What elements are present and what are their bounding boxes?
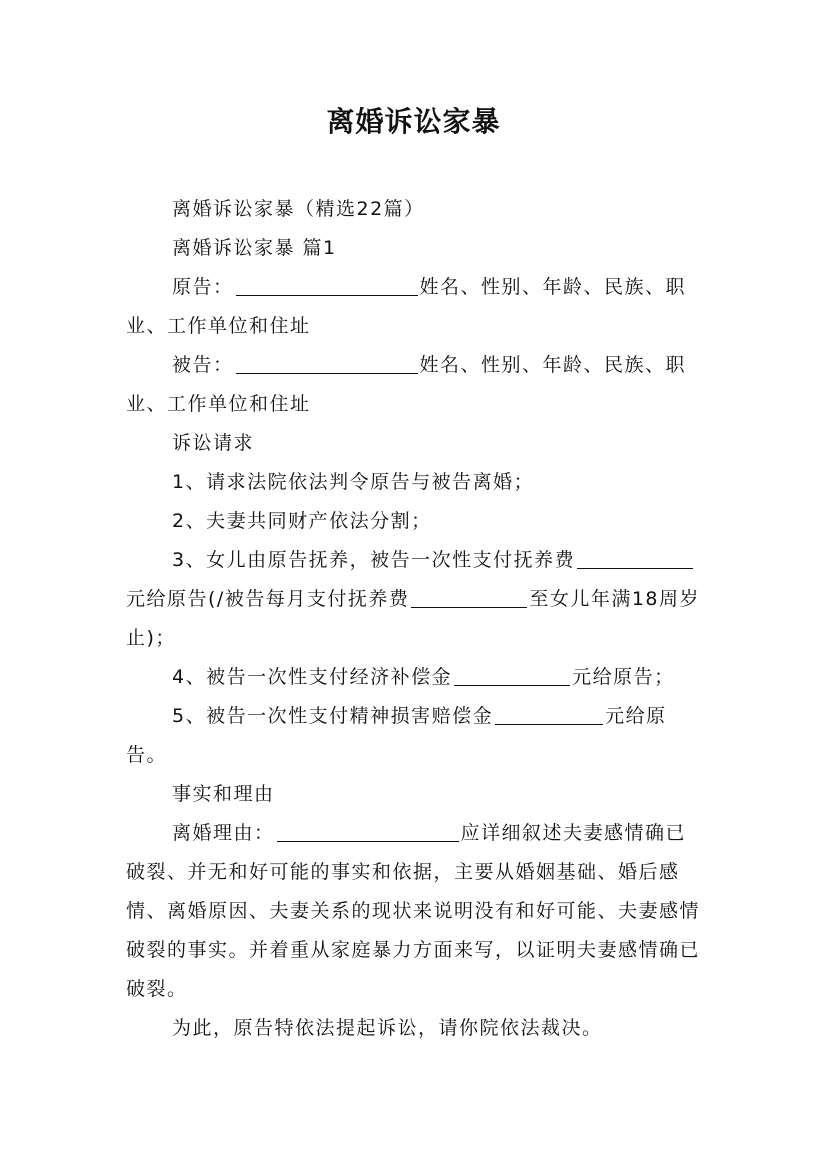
section-heading: 离婚诉讼家暴 篇1 (172, 237, 337, 259)
closing-paragraph: 为此，原告特依法提起诉讼，请你院依法裁决。 (172, 1017, 603, 1039)
claims-heading: 诉讼请求 (172, 432, 255, 454)
plaintiff-label: 原告： (172, 276, 234, 298)
claim-5-part-b: 元给原告。 (126, 705, 667, 766)
claim-4-blank (454, 663, 570, 686)
claim-3-blank-2 (411, 585, 527, 608)
claim-3-part-c: 至女儿年满18周岁止)； (126, 588, 701, 649)
defendant-line (126, 346, 704, 424)
claim-4-part-a: 4、被告一次性支付经济补偿金 (172, 666, 453, 688)
facts-blank (277, 819, 459, 842)
claim-4-part-b: 元给原告； (572, 666, 675, 688)
facts-heading: 事实和理由 (172, 783, 275, 805)
claim-3-part-a: 3、女儿由原告抚养，被告一次性支付抚养费 (172, 549, 576, 571)
defendant-blank (236, 351, 418, 374)
document-title: 离婚诉讼家暴 (326, 105, 501, 138)
claim-5-blank (495, 702, 603, 725)
plaintiff-blank (236, 273, 418, 296)
document-body (126, 190, 704, 1048)
claim-1: 1、请求法院依法判令原告与被告离婚； (172, 471, 535, 493)
plaintiff-fields: 姓名、性别、年龄、民族、职业、工作单位和住址 (126, 276, 687, 337)
claim-3-blank-1 (577, 546, 693, 569)
claim-3-part-b: 元给原告(/被告每月支付抚养费 (126, 588, 410, 610)
facts-text: 应详细叙述夫妻感情确已破裂、并无和好可能的事实和依据，主要从婚姻基础、婚后感情、离婚原因、夫妻关系的现状来说明没有和好可能、夫妻感情破裂的事实。并着重从家庭暴力方面来写，以证明夫妻感情确已破裂。 (126, 822, 701, 1000)
claim-4 (126, 658, 704, 697)
plaintiff-line (126, 268, 704, 346)
claim-5-part-a: 5、被告一次性支付精神损害赔偿金 (172, 705, 494, 727)
claim-2: 2、夫妻共同财产依法分割； (172, 510, 432, 532)
facts-paragraph (126, 814, 704, 1009)
claim-3 (126, 541, 704, 658)
subtitle: 离婚诉讼家暴（精选22篇） (172, 198, 425, 220)
defendant-label: 被告： (172, 354, 234, 376)
facts-label: 离婚理由： (172, 822, 275, 844)
claim-5 (126, 697, 704, 775)
defendant-fields: 姓名、性别、年龄、民族、职业、工作单位和住址 (126, 354, 687, 415)
